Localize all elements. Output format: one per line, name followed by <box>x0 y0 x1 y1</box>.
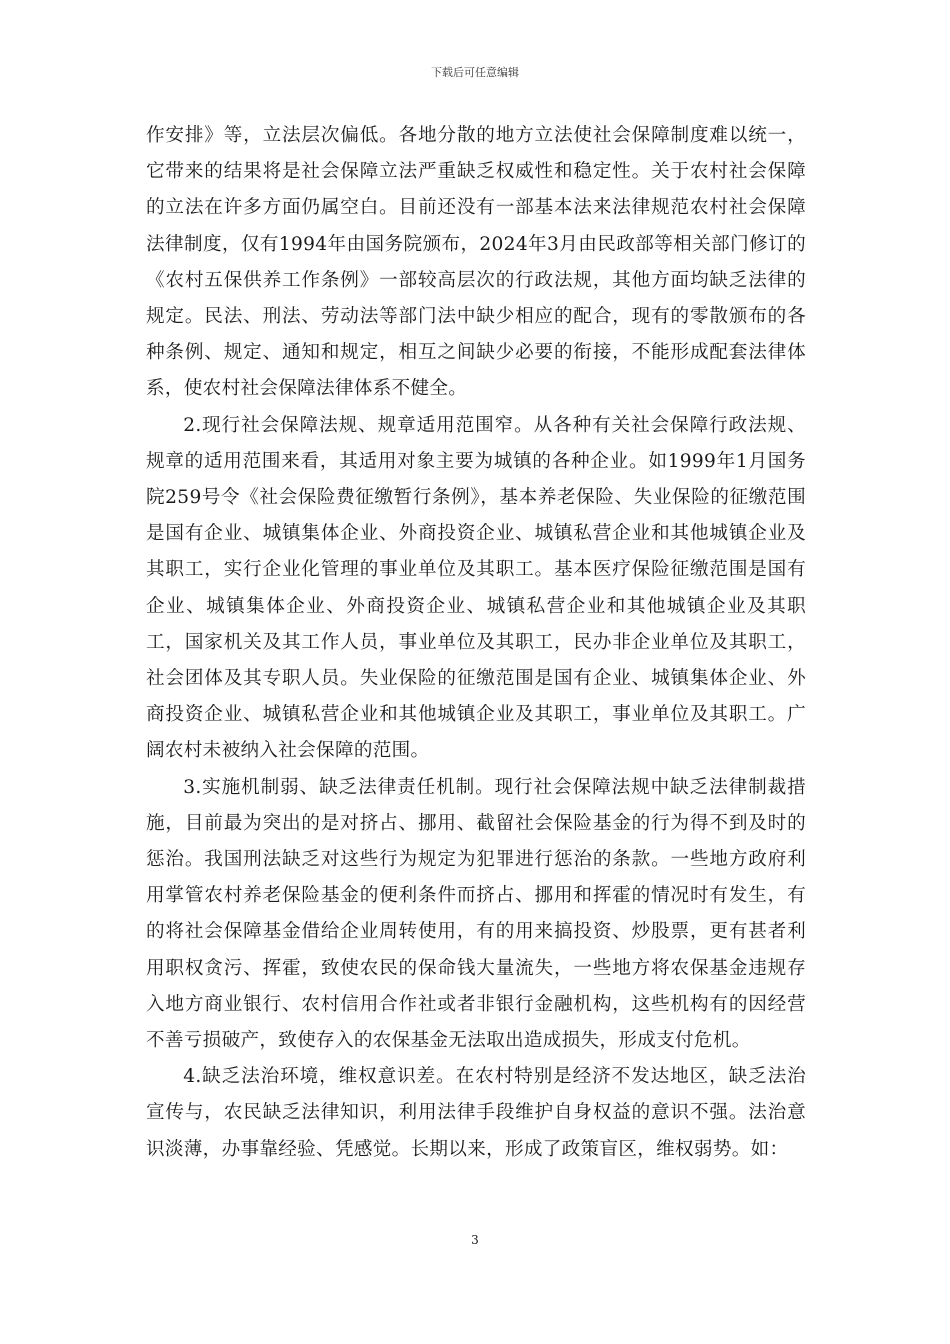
paragraph-item-2: 2.现行社会保障法规、规章适用范围窄。从各种有关社会保障行政法规、规章的适用范围来看，其适用对象主要为城镇的各种企业。如1999年1月国务院259号令《社会保险费征缴暂行条例》，基本养老保险、失业保险的征缴范围是国有企业、城镇集体企业、外商投资企业、城镇私营企业和其他城镇企业及其职工，实行企业化管理的事业单位及其职工。基本医疗保险征缴范围是国有企业、城镇集体企业、外商投资企业、城镇私营企业和其他城镇企业及其职工，国家机关及其工作人员，事业单位及其职工，民办非企业单位及其职工，社会团体及其专职人员。失业保险的征缴范围是国有企业、城镇集体企业、外商投资企业、城镇私营企业和其他城镇企业及其职工，事业单位及其职工。广阔农村未被纳入社会保障的范围。 <box>146 414 806 762</box>
paragraph-continuation: 作安排》等，立法层次偏低。各地分散的地方立法使社会保障制度难以统一，它带来的结果将是社会保障立法严重缺乏权威性和稳定性。关于农村社会保障的立法在许多方面仍属空白。目前还没有一部基本法来法律规范农村社会保障法律制度，仅有1994年由国务院颁布，2024年3月由民政部等相关部门修订的《农村五保供养工作条例》一部较高层次的行政法规，其他方面均缺乏法律的规定。民法、刑法、劳动法等部门法中缺少相应的配合，现有的零散颁布的各种条例、规定、通知和规定，相互之间缺少必要的衔接，不能形成配套法律体系，使农村社会保障法律体系不健全。 <box>146 125 806 400</box>
paragraph-item-4: 4.缺乏法治环境，维权意识差。在农村特别是经济不发达地区，缺乏法治宣传与，农民缺乏法律知识，利用法律手段维护自身权益的意识不强。法治意识淡薄，办事靠经验、凭感觉。长期以来，形成了政策盲区，维权弱势。如： <box>146 1066 806 1160</box>
page-number: 3 <box>471 1233 479 1247</box>
paragraph-item-3: 3.实施机制弱、缺乏法律责任机制。现行社会保障法规中缺乏法律制裁措施，目前最为突出的是对挤占、挪用、截留社会保险基金的行为得不到及时的惩治。我国刑法缺乏对这些行为规定为犯罪进行惩治的条款。一些地方政府利用掌管农村养老保险基金的便利条件而挤占、挪用和挥霍的情况时有发生，有的将社会保障基金借给企业周转使用，有的用来搞投资、炒股票，更有甚者利用职权贪污、挥霍，致使农民的保命钱大量流失，一些地方将农保基金违规存入地方商业银行、农村信用合作社或者非银行金融机构，这些机构有的因经营不善亏损破产，致使存入的农保基金无法取出造成损失，形成支付危机。 <box>146 776 806 1052</box>
page-header: 下载后可任意编辑 <box>431 66 519 79</box>
document-body <box>146 118 806 1168</box>
